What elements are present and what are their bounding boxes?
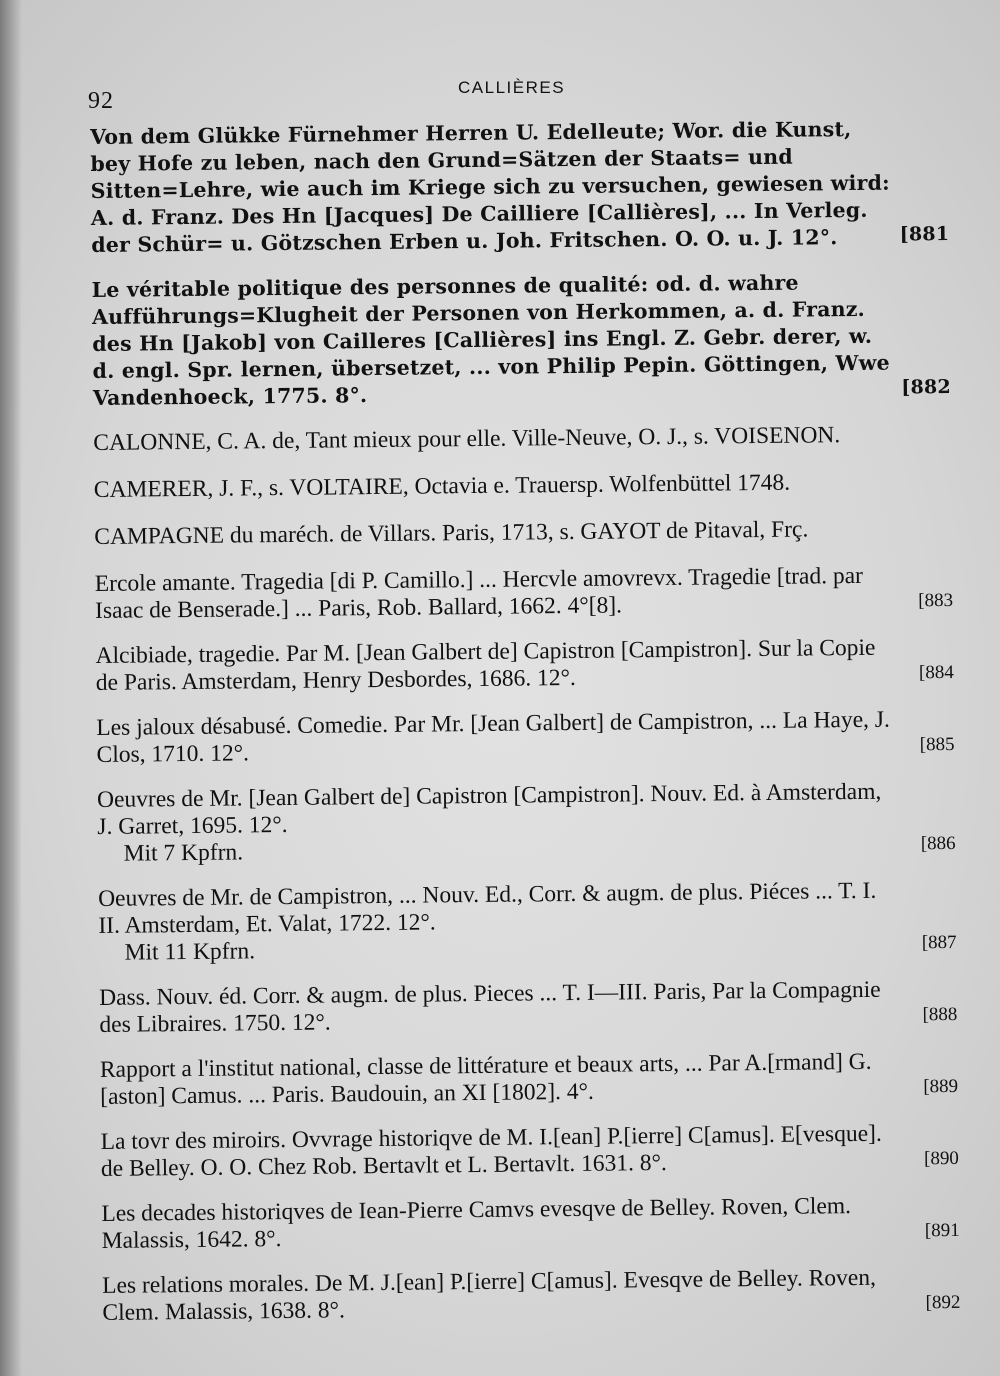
book-spine-shadow	[0, 0, 22, 1376]
entry-number: [885	[919, 733, 955, 756]
entry-number: [882	[901, 376, 951, 399]
entry-number: [890	[923, 1147, 959, 1170]
entry-text: Ercole amante. Tragedia [di P. Camillo.] ... Hercvle amovrevx. Tragedie [trad. par Isaac de Benserade.] ... Paris, Rob. Ballard, 1662. 4°[8].	[94, 562, 864, 624]
bibliography-entry	[92, 268, 953, 412]
bibliography-entry	[99, 976, 960, 1039]
cross-reference-entry	[94, 468, 954, 504]
entry-text: Les jaloux désabusé. Comedie. Par Mr. [Jean Galbert] de Campistron, ... La Haye, J. Clos, 1710. 12°.	[96, 706, 890, 768]
bibliography-entry	[100, 1048, 961, 1111]
cross-reference-entry	[94, 515, 954, 551]
entry-number: [889	[923, 1075, 959, 1098]
entry-text: Les decades historiqves de Iean-Pierre Camvs evesqve de Belley. Roven, Clem. Malassis, 1642. 8°.	[101, 1193, 852, 1254]
entry-note: Mit 7 Kpfrn.	[123, 839, 244, 867]
entry-text: Oeuvres de Mr. [Jean Galbert de] Capistron [Campistron]. Nouv. Ed. à Amsterdam, J. Garret, 1695. 12°.	[96, 778, 882, 840]
entry-text: La tovr des miroirs. Ovvrage historiqve de M. I.[ean] P.[ierre] C[amus]. E[vesque]. de Belley. O. O. Chez Rob. Bertavlt et L. Bertavlt. 1631. 8°.	[100, 1120, 882, 1182]
entry-number: [888	[922, 1003, 958, 1026]
entry-number: [886	[920, 832, 956, 855]
entry-number: [887	[921, 931, 957, 954]
entry-number: [881	[899, 223, 950, 246]
running-head: CALLIÈRES	[458, 78, 566, 97]
entry-text: CALONNE, C. A. de, Tant mieux pour elle. Ville-Neuve, O. J., s. VOISENON.	[93, 422, 841, 456]
entry-text: Oeuvres de Mr. de Campistron, ... Nouv. Ed., Corr. & augm. de plus. Piéces ... T. I. II. Amsterdam, Et. Valat, 1722. 12°.	[97, 877, 877, 939]
page-number: 92	[88, 88, 114, 114]
cross-reference-entry	[93, 421, 953, 457]
bibliography-entry	[95, 634, 956, 697]
entry-text: Les relations morales. De M. J.[ean] P.[ierre] C[amus]. Evesqve de Belley. Roven, Clem. Malassis, 1638. 8°.	[102, 1264, 877, 1326]
entry-text: Rapport a l'institut national, classe de littérature et beaux arts, ... Par A.[rmand] G.[aston] Camus. ... Paris. Baudouin, an XI [1802]. 4°.	[99, 1048, 872, 1110]
bibliography-entry	[90, 115, 951, 259]
entry-number: [883	[918, 589, 954, 612]
bibliography-entry	[102, 1264, 963, 1327]
bibliography-entry	[96, 706, 957, 769]
entry-text: Dass. Nouv. éd. Corr. & augm. de plus. Pieces ... T. I—III. Paris, Par la Compagnie des Libraires. 1750. 12°.	[99, 976, 881, 1038]
bibliography-entry	[98, 877, 959, 967]
entry-text: CAMERER, J. F., s. VOLTAIRE, Octavia e. Trauersp. Wolfenbüttel 1748.	[93, 469, 791, 503]
bibliography-entry	[101, 1192, 962, 1255]
entry-text: Von dem Glükke Fürnehmer Herren U. Edelleute; Wor. die Kunst, bey Hofe zu leben, nach den Grund=Sätzen der Staats= und Sitten=Lehre, wie auch im Kriege sich zu versuchen, gewiesen wird: A. d. Franz. Des Hn [Jacques] De Cailliere [Callières], ... In Verleg. der Schür= u. Götzschen Erben u. Joh. Fritschen. O. O. u. J. 12°.	[90, 117, 890, 257]
entry-text: Alcibiade, tragedie. Par M. [Jean Galbert de] Capistron [Campistron]. Sur la Copie de Paris. Amsterdam, Henry Desbordes, 1686. 12°.	[95, 634, 876, 696]
entry-note: Mit 11 Kpfrn.	[124, 938, 256, 966]
bibliography-entry	[95, 562, 956, 625]
entry-number: [884	[918, 661, 954, 684]
entry-text: CAMPAGNE du maréch. de Villars. Paris, 1713, s. GAYOT de Pitaval, Frç.	[94, 516, 809, 550]
bibliography-entry	[101, 1120, 962, 1183]
entry-number: [891	[924, 1219, 960, 1242]
entry-number: [892	[925, 1291, 961, 1314]
bibliography-entries	[90, 115, 963, 1345]
bibliography-entry	[97, 778, 958, 868]
entry-text: Le véritable politique des personnes de qualité: od. d. wahre Aufführungs=Klugheit der Personen von Herkommen, a. d. Franz. des Hn [Jakob] von Cailleres [Callières] ins Engl. Z. Gebr. derer, w. d. engl. Spr. lernen, übersetzet, ... von Philip Pepin. Göttingen, Wwe Vandenhoeck, 1775. 8°.	[91, 270, 890, 410]
